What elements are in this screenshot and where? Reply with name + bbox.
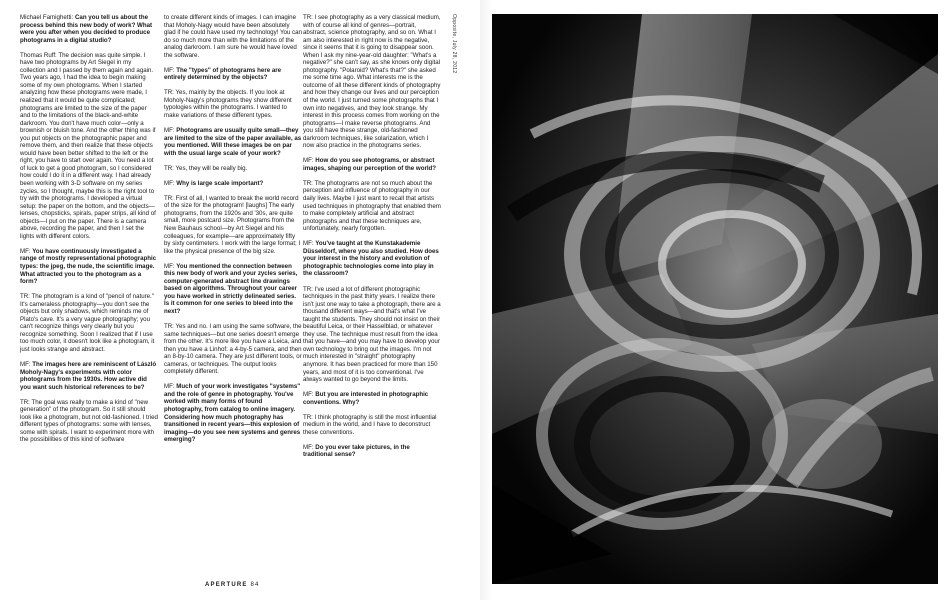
interview-paragraph (303, 286, 441, 384)
interview-question: The "types" of photograms here are entirely determined by the objects? (164, 66, 282, 82)
interview-paragraph (164, 67, 302, 82)
interview-paragraph (20, 52, 158, 241)
interview-paragraph (303, 391, 441, 406)
speaker-label: MF: (164, 262, 175, 270)
speaker-label: TR: (303, 413, 313, 421)
interview-answer: The photograms are not so much about the perception and influence of photography in our daily lives. Maybe I just want to recall that artists used techniques in photography that enabled them to make completely artificial and abstract photographs and that these techniques are, unfortunately, nearly forgotten. (303, 179, 441, 233)
speaker-label: MF: (164, 127, 175, 135)
speaker-label: MF: (303, 391, 314, 399)
interview-answer: Yes, mainly by the objects. If you look at Moholy-Nagy's photograms they show different typologies within the photograms. I wanted to make variations of these different types. (164, 89, 292, 120)
speaker-label: MF: (303, 240, 314, 248)
interview-paragraph (164, 89, 302, 119)
speaker-label: MF: (164, 179, 175, 187)
interview-paragraph (164, 165, 302, 173)
interview-answer: I've used a lot of different photographic techniques in the past thirty years. I realize there isn't just one way to take a photograph, there are a thousand different ways—and that's what I've taught the students. They should not insist on their beautiful Leica, or their Hasselblad, or whatever they use. The technique must result from the idea that you have—and you may have to develop your own technology to bring out the images. I'm not much interested in "straight" photography anymore. It has been practiced for more than 150 years, and most of it is too conventional. I've always wanted to go beyond the limits. (303, 285, 441, 384)
speaker-label: MF: (164, 66, 175, 74)
interview-answer: The decision was quite simple. I have two photograms by Art Siegel in my collection and I passed by them again and again. Two years ago, I had the idea to begin making some of my own photograms. When I started analyzing how these photograms were made, I realized that it would be quite complicated; photograms are limited to the size of the paper and to the limitations of the black-and-white darkroom. You don't have much color—only a brownish or bluish tone. And the other thing was if you put objects on the photographic paper and remove them, and then realize that these objects would have been better shifted to the left or the right, you have to start over again. You need a lot of luck to get a good photogram, so I considered how could I do it in a different way. I had already been working with 3-D software on my series zycles, so I thought, maybe this is the right tool to try with the photograms. I developed a virtual setup: the paper on the bottom, and the objects—lenses, chopsticks, spirals, paper strips, all kind of objects—I put on the paper. There is a camera above, recording the paper, and then I set the lights with different colors. (20, 51, 156, 240)
interview-question: You mentioned the connection between this new body of work and your zycles series, computer-generated abstract line drawings based on algorithms. Throughout your career you have worked in strictly delineated series. Is it common for one series to bleed into the next? (164, 262, 298, 315)
speaker-label: TR: (164, 194, 174, 202)
page-folio (205, 582, 260, 588)
right-page (492, 0, 950, 600)
text-column-3 (303, 14, 441, 466)
interview-question: You've taught at the Kunstakademie Düsseldorf, where you also studied. How does your interest in the history and evolution of photographic technologies come into play in the classroom? (303, 240, 439, 278)
speaker-label: MF: (164, 383, 175, 391)
speaker-label: TR: (303, 285, 313, 293)
speaker-label: Michael Famighetti: (20, 14, 74, 21)
interview-question: Much of your work investigates "systems" and the role of genre in photography. You've worked with many forms of found photography, from catalog to online imagery. Considering how much photography has transitioned in recent years—this explosion of imaging—do you see new systems and genres emerging? (164, 383, 301, 444)
interview-paragraph (20, 399, 158, 444)
interview-paragraph (164, 383, 302, 443)
interview-paragraph (303, 180, 441, 233)
spread-gutter (480, 0, 492, 600)
interview-paragraph (20, 248, 158, 286)
interview-answer: Yes and no. I am using the same software, the same techniques—but one series doesn't emerge from the other. It's more like you have a Leica, and then you have a Linhof: a 4-by-5 camera, and then an 8-by-10 camera. They are just different tools, or cameras, or techniques. The output looks completely different. (164, 323, 302, 376)
interview-paragraph (303, 14, 441, 150)
speaker-label: TR: (164, 164, 174, 172)
interview-paragraph (303, 444, 441, 459)
interview-answer: The goal was really to make a kind of "new generation" of the photogram. So it still should look like a photogram, but not old-fashioned. I tried different types of photograms: some with lenses, some with spirals. I want to experiment more with the possibilities of this kind of software (20, 398, 158, 444)
speaker-label: MF: (303, 443, 314, 451)
interview-paragraph (164, 180, 302, 188)
speaker-label: TR: (164, 323, 174, 331)
text-column-2 (164, 14, 302, 451)
speaker-label: Thomas Ruff: (20, 51, 57, 59)
interview-question: Can you tell us about the process behind this new body of work? What were you after when you decided to produce photograms in a digital studio? (20, 14, 153, 44)
interview-answer: I think photography is still the most influential medium in the world, and I have to deconstruct these conventions. (303, 413, 437, 436)
interview-paragraph (303, 414, 441, 437)
interview-question: Do you ever take pictures, in the traditional sense? (303, 443, 410, 459)
interview-answer: to create different kinds of images. I can imagine that Moholy-Nagy would have been absolutely glad if he could have used my technology! You can do so much more than with the limitations of the analog darkroom. I am sure he would have loved the software. (164, 14, 302, 59)
interview-question: Photograms are usually quite small—they are limited to the size of the paper available, as you mentioned. Will these images be on par with the usual large scale of your work? (164, 127, 302, 157)
page-number: 84 (250, 582, 260, 588)
interview-paragraph (164, 263, 302, 316)
interview-paragraph (164, 14, 302, 59)
speaker-label: MF: (303, 157, 314, 165)
speaker-label: MF: (20, 360, 31, 368)
speaker-label: TR: (164, 89, 174, 97)
running-date: Opposite, July 28, 2012 (451, 14, 457, 74)
interview-answer: Yes, they will be really big. (175, 164, 248, 172)
speaker-label: MF: (20, 247, 31, 255)
interview-paragraph (164, 323, 302, 376)
text-column-1 (20, 14, 158, 451)
photogram-graphic (492, 14, 938, 584)
interview-question: But you are interested in photographic conventions. Why? (303, 391, 429, 406)
speaker-label: TR: (303, 179, 313, 187)
interview-paragraph (164, 195, 302, 255)
interview-question: You have continuously investigated a range of mostly representational photographic types: the jpeg, the nude, the scientific image. What attracted you to the photogram as a form? (20, 247, 157, 286)
interview-paragraph (164, 127, 302, 157)
interview-question: Why is large scale important? (176, 179, 264, 187)
interview-answer: The photogram is a kind of "pencil of nature." It's cameraless photography—you don't see the objects but only shadows, which reminds me of Plato's cave. It's a very vague photography; you can't recognize things very clearly but you recognize something. Soon I realized that if I use too much color, it doesn't look like a photogram, it just looks strange and abstract. (20, 293, 155, 353)
interview-paragraph (20, 14, 158, 44)
interview-paragraph (303, 240, 441, 278)
photogram-image (492, 14, 938, 584)
speaker-label: TR: (20, 293, 30, 301)
interview-question: The images here are reminiscent of László Moholy-Nagy's experiments with color photograms from the 1930s. How active did you want such historical references to be? (20, 360, 157, 391)
speaker-label: TR: (20, 398, 30, 406)
interview-paragraph (20, 361, 158, 391)
magazine-name: APERTURE (205, 582, 248, 588)
interview-question: How do you see photograms, or abstract images, shaping our perception of the world? (303, 157, 437, 172)
interview-answer: First of all, I wanted to break the world record of the size for the photogram! [laughs] The early photograms, from the 1920s and '30s, are quite small, more postcard size. Photograms from the New Bauhaus school—by Art Siegel and his colleagues, for example—are approximately fifty by sixty centimeters. I work with the large format; I like the physical presence of the big size. (164, 194, 301, 255)
speaker-label: TR: (303, 14, 313, 21)
interview-answer: I see photography as a very classical medium, with of course all kind of genres—portrait, abstract, science photography, and so on. What I am also interested in right now is the negative, since it seems that it is going to disappear soon. When I ask my nine-year-old daughter: "What's a negative?" she can't say, as she knows only digital photography. "Polaroid? What's that?" she asked me some time ago. What interests me is the outcome of all these different kinds of photography and how they change our lives and our perception of the world. I just turned some photographs that I own into negatives, and they look strange. My interest in this process comes from working on the photograms—I make reverse photograms. And you still have these strange, old-fashioned darkroom techniques, like solarization, which I now also practice in the photograms series. (303, 14, 441, 150)
interview-paragraph (303, 157, 441, 172)
interview-paragraph (20, 293, 158, 353)
